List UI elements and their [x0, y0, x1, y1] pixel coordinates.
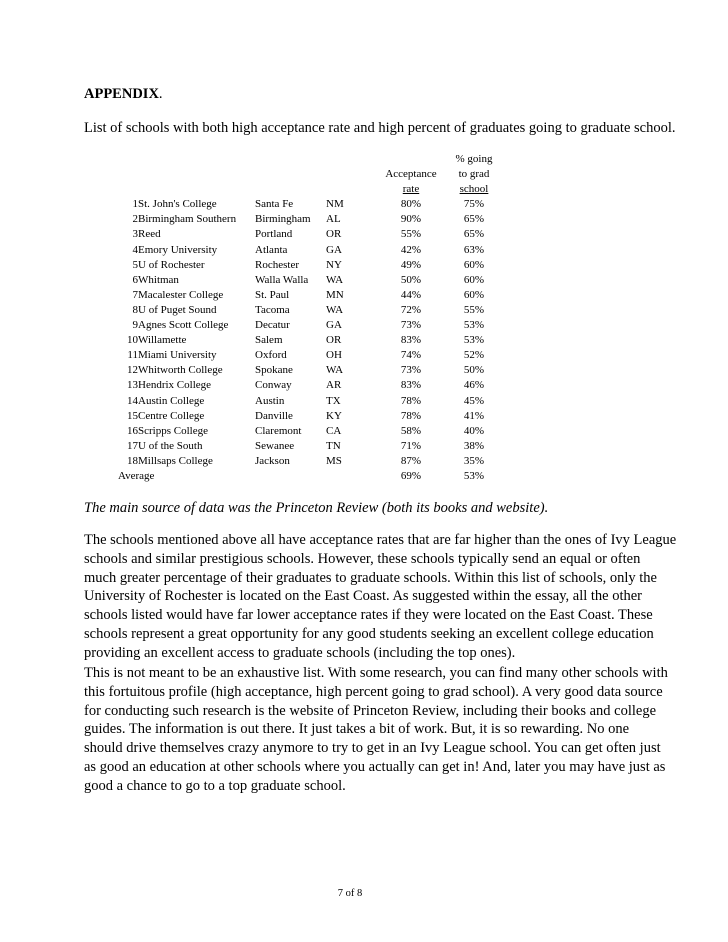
- acceptance-rate: 73%: [400, 319, 422, 332]
- row-number: 14: [127, 394, 138, 407]
- average-row: [118, 469, 498, 484]
- acceptance-rate: 73%: [400, 364, 422, 377]
- row-number: 2: [132, 213, 138, 226]
- school-state: OR: [326, 334, 342, 347]
- school-name: U of Rochester: [138, 258, 205, 271]
- school-state: NY: [326, 258, 342, 271]
- average-label: Average: [118, 469, 155, 482]
- table-row: [118, 288, 498, 303]
- grad-header-line2: school: [459, 183, 489, 196]
- grad-school-percent: 65%: [463, 213, 485, 226]
- grad-school-percent: 35%: [463, 454, 485, 467]
- acceptance-header-line2: rate: [402, 183, 420, 196]
- row-number: 8: [132, 303, 138, 316]
- row-number: 9: [132, 319, 138, 332]
- acceptance-rate: 71%: [400, 439, 422, 452]
- grad-school-percent: 55%: [463, 303, 485, 316]
- table-row: [118, 227, 498, 242]
- table-row: [118, 363, 498, 378]
- table-row: [118, 348, 498, 363]
- school-name: Birmingham Southern: [138, 213, 237, 226]
- table-row: [118, 439, 498, 454]
- school-city: St. Paul: [255, 288, 290, 301]
- row-number: 17: [127, 439, 138, 452]
- table-row: [118, 212, 498, 227]
- school-state: TN: [326, 439, 341, 452]
- paragraph-line: schools listed would have far lower acceptance rates if they were located on the East Coast. These: [84, 607, 653, 624]
- school-state: AL: [326, 213, 341, 226]
- grad-school-percent: 50%: [463, 364, 485, 377]
- row-number: 11: [127, 349, 138, 362]
- average-acceptance: 69%: [400, 469, 422, 482]
- row-number: 13: [127, 379, 138, 392]
- row-number: 10: [127, 334, 138, 347]
- acceptance-rate: 83%: [400, 334, 422, 347]
- school-name: Agnes Scott College: [138, 319, 229, 332]
- school-name: U of the South: [138, 439, 203, 452]
- school-name: Centre College: [138, 409, 205, 422]
- school-name: Whitworth College: [138, 364, 223, 377]
- appendix-heading: [84, 86, 163, 103]
- table-row: [118, 378, 498, 393]
- acceptance-rate: 55%: [400, 228, 422, 241]
- grad-header-line1: to grad: [458, 168, 490, 181]
- grad-school-percent: 60%: [463, 258, 485, 271]
- appendix-heading-bold: APPENDIX: [84, 86, 159, 102]
- table-header-row-2: [118, 182, 498, 197]
- grad-school-percent: 45%: [463, 394, 485, 407]
- school-name: Miami University: [138, 349, 217, 362]
- row-number: 4: [132, 243, 138, 256]
- grad-school-percent: 53%: [463, 319, 485, 332]
- row-number: 7: [132, 288, 138, 301]
- grad-school-percent: 63%: [463, 243, 485, 256]
- row-number: 6: [132, 273, 138, 286]
- paragraph-line: as good an education at other schools where you actually can get in! And, later you may have just as: [84, 758, 666, 775]
- row-number: 16: [127, 424, 138, 437]
- table-row: [118, 333, 498, 348]
- school-city: Jackson: [255, 454, 290, 467]
- paragraph-line: University of Rochester is located on the East Coast. As suggested within the essay, all the other: [84, 588, 643, 605]
- grad-school-percent: 46%: [463, 379, 485, 392]
- table-row: [118, 197, 498, 212]
- school-state: NM: [326, 198, 344, 211]
- school-name: Austin College: [138, 394, 205, 407]
- paragraph-line: should drive themselves crazy anymore to try to get in an Ivy League school. You can get often just: [84, 740, 661, 757]
- row-number: 5: [132, 258, 138, 271]
- grad-header-line0: % going: [455, 153, 493, 165]
- school-state: AR: [326, 379, 342, 392]
- school-city: Portland: [255, 228, 293, 241]
- acceptance-rate: 83%: [400, 379, 422, 392]
- paragraph-line: schools represent a great opportunity for any good students seeking an excellent college education: [84, 625, 654, 642]
- paragraph-line: schools and similar prestigious schools. However, these schools typically send an equal or often: [84, 550, 641, 567]
- school-city: Salem: [255, 334, 283, 347]
- school-name: Emory University: [138, 243, 218, 256]
- grad-school-percent: 38%: [463, 439, 485, 452]
- school-state: MN: [326, 288, 344, 301]
- table-row: [118, 273, 498, 288]
- school-state: WA: [326, 273, 344, 286]
- school-name: Macalester College: [138, 288, 224, 301]
- school-city: Oxford: [255, 349, 287, 362]
- source-note: The main source of data was the Princeton Review (both its books and website).: [84, 500, 549, 516]
- row-number: 12: [127, 364, 138, 377]
- table-row: [118, 243, 498, 258]
- school-city: Rochester: [255, 258, 299, 271]
- acceptance-rate: 74%: [400, 349, 422, 362]
- grad-school-percent: 52%: [463, 349, 485, 362]
- row-number: 1: [132, 198, 138, 211]
- school-city: Atlanta: [255, 243, 288, 256]
- table-row: [118, 424, 498, 439]
- grad-school-percent: 65%: [463, 228, 485, 241]
- acceptance-rate: 90%: [400, 213, 422, 226]
- school-name: Millsaps College: [138, 454, 213, 467]
- paragraph-line: much greater percentage of their graduates to graduate schools. Within this list of schools, only the: [84, 569, 657, 586]
- table-row: [118, 303, 498, 318]
- school-name: Reed: [138, 228, 161, 241]
- acceptance-rate: 87%: [400, 454, 422, 467]
- school-state: OR: [326, 228, 342, 241]
- school-city: Austin: [255, 394, 285, 407]
- paragraph-line: providing an excellent access to graduate schools (including the top ones).: [84, 644, 516, 661]
- school-city: Walla Walla: [255, 273, 309, 286]
- school-city: Tacoma: [255, 303, 290, 316]
- row-number: 18: [127, 454, 138, 467]
- acceptance-rate: 49%: [400, 258, 422, 271]
- row-number: 3: [132, 228, 138, 241]
- grad-school-percent: 53%: [463, 334, 485, 347]
- school-state: WA: [326, 364, 344, 377]
- intro-text: List of schools with both high acceptance rate and high percent of graduates going to graduate school.: [84, 120, 676, 136]
- school-city: Claremont: [255, 424, 302, 437]
- table-row: [118, 454, 498, 469]
- school-state: WA: [326, 303, 344, 316]
- paragraph-line: for conducting such research is the website of Princeton Review, including their books and college: [84, 702, 657, 719]
- school-state: CA: [326, 424, 342, 437]
- school-state: MS: [326, 454, 342, 467]
- acceptance-rate: 44%: [400, 288, 422, 301]
- paragraph-line: this fortuitous profile (high acceptance, high percent going to grad school). A very good data source: [84, 683, 663, 700]
- school-name: Willamette: [138, 334, 187, 347]
- school-state: GA: [326, 319, 342, 332]
- school-city: Conway: [255, 379, 292, 392]
- school-state: TX: [326, 394, 341, 407]
- school-city: Santa Fe: [255, 198, 294, 211]
- table-header-row-0: [118, 152, 498, 167]
- acceptance-header-line1: Acceptance: [385, 168, 437, 181]
- paragraph-line: The schools mentioned above all have acceptance rates that are far higher than the ones of Ivy League: [84, 532, 677, 548]
- acceptance-rate: 80%: [400, 198, 422, 211]
- grad-school-percent: 60%: [463, 273, 485, 286]
- school-name: St. John's College: [138, 198, 217, 211]
- school-city: Decatur: [255, 319, 290, 332]
- grad-school-percent: 40%: [463, 424, 485, 437]
- table-row: [118, 258, 498, 273]
- acceptance-rate: 50%: [400, 273, 422, 286]
- paragraph-1: [84, 531, 684, 663]
- paragraph-line: This is not meant to be an exhaustive list. With some research, you can find many other schools with: [84, 665, 668, 681]
- school-name: Whitman: [138, 273, 179, 286]
- acceptance-rate: 78%: [400, 394, 422, 407]
- acceptance-rate: 72%: [400, 303, 422, 316]
- school-state: KY: [326, 409, 342, 422]
- schools-table: [118, 152, 498, 484]
- row-number: 15: [127, 409, 138, 422]
- grad-school-percent: 41%: [463, 409, 485, 422]
- table-row: [118, 394, 498, 409]
- page-number: 7 of 8: [337, 888, 363, 899]
- acceptance-rate: 58%: [400, 424, 422, 437]
- table-row: [118, 409, 498, 424]
- table-header-row-1: [118, 167, 498, 182]
- table-row: [118, 318, 498, 333]
- paragraph-line: good a chance to go to a top graduate school.: [84, 777, 346, 794]
- school-city: Danville: [255, 409, 293, 422]
- paragraph-2: [84, 664, 684, 796]
- grad-school-percent: 75%: [463, 198, 485, 211]
- school-state: OH: [326, 349, 342, 362]
- school-name: U of Puget Sound: [138, 303, 217, 316]
- school-name: Scripps College: [138, 424, 208, 437]
- appendix-heading-punct: .: [158, 86, 163, 102]
- school-name: Hendrix College: [138, 379, 212, 392]
- school-city: Birmingham: [255, 213, 311, 226]
- school-city: Sewanee: [255, 439, 295, 452]
- school-state: GA: [326, 243, 342, 256]
- average-grad: 53%: [463, 469, 485, 482]
- school-city: Spokane: [255, 364, 293, 377]
- grad-school-percent: 60%: [463, 288, 485, 301]
- acceptance-rate: 78%: [400, 409, 422, 422]
- acceptance-rate: 42%: [400, 243, 422, 256]
- paragraph-line: guides. The information is out there. It just takes a bit of work. But, it is so rewarding. No one: [84, 721, 630, 738]
